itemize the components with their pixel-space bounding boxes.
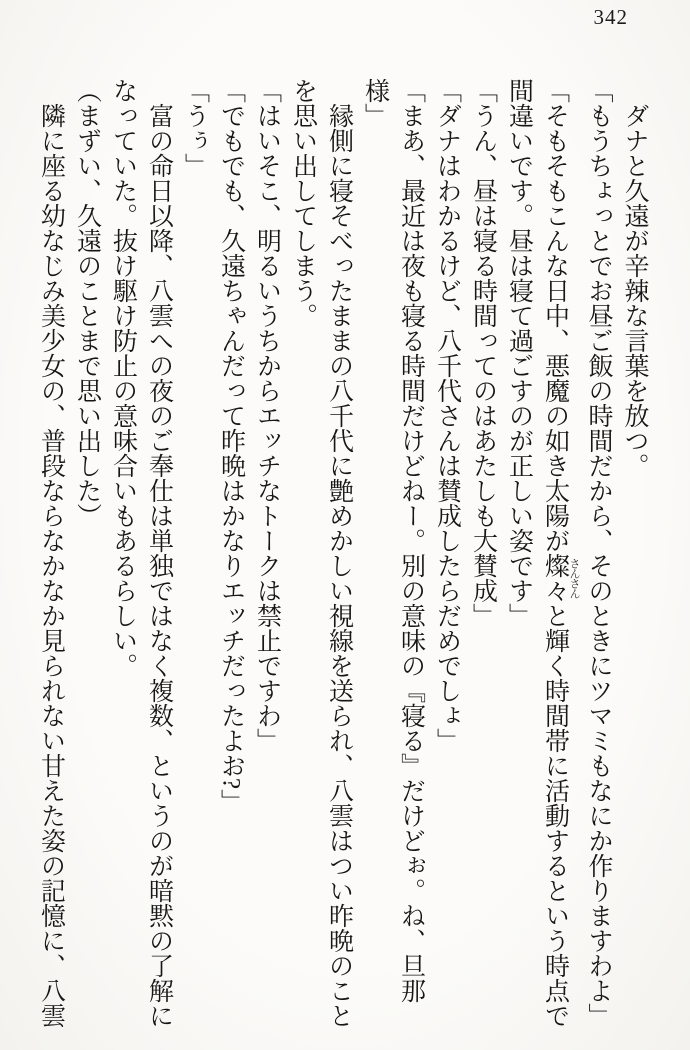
text-body [36, 78, 652, 1030]
paragraph-line [213, 78, 249, 1030]
text-run: 富の命日以降、八雲への夜のご奉仕は単独ではなく複数、というのが暗黙の了解になっていた。抜け駆け防止の意味合いもあるらしい。 [109, 78, 173, 1028]
paragraph-line [580, 78, 616, 1030]
text-run: 「うん、昼は寝る時間ってのはあたしも大賛成」 [469, 78, 497, 628]
paragraph-line [357, 78, 429, 1030]
paragraph-line [616, 78, 652, 1030]
text-run: 隣に座る幼なじみ美少女の、普段ならなかなか見られない甘えた姿の記憶に、八雲 [37, 103, 65, 1028]
text-run: ダナと久遠が辛辣な言葉を放つ。 [621, 103, 648, 478]
paragraph-line [69, 78, 105, 1030]
text-run: 「ダナはわかるけど、八千代さんは賛成したらだめでしょ」 [433, 78, 461, 753]
paragraph-line [429, 78, 465, 1030]
text-run: 縁側に寝そべったままの八千代に艶めかしい視線を送られ、八雲はつい昨晩のことを思い出してしまう。 [289, 78, 353, 1028]
paragraph-line [249, 78, 285, 1030]
text-run: 「うぅ」 [181, 78, 209, 178]
text-run: 「そもそもこんな日中、悪魔の如き太陽が [541, 78, 569, 553]
text-run: と輝く時間帯に活動するという時点で間違いです。昼は寝て過ごすのが正しい姿です」 [505, 78, 569, 1028]
text-run: 「はいそこ、明るいうちからエッチなトークは禁止ですわ」 [253, 78, 281, 753]
text-run: （まずい、久遠のことまで思い出した） [73, 78, 101, 528]
paragraph-line [177, 78, 213, 1030]
paragraph-line [33, 78, 69, 1030]
text-run: 「まあ、最近は夜も寝る時間だけどねー。別の意味の『寝る』だけどぉ。ね、旦那様」 [361, 78, 425, 1003]
furigana-base: 燦々 さんさん [541, 553, 580, 603]
text-run: 「でもでも、久遠ちゃんだって昨晩はかなりエッチだったよお?」 [217, 78, 245, 815]
paragraph-line [465, 78, 501, 1030]
paragraph-line [285, 78, 357, 1030]
paragraph-line [501, 78, 581, 1030]
text-run: 「もうちょっとでお昼ご飯の時間だから、そのときにツマミもなにか作りますわよ」 [585, 78, 612, 1028]
paragraph-line [105, 78, 177, 1030]
furigana-reading: さんさん [568, 553, 580, 603]
page-number: 342 [593, 5, 628, 29]
